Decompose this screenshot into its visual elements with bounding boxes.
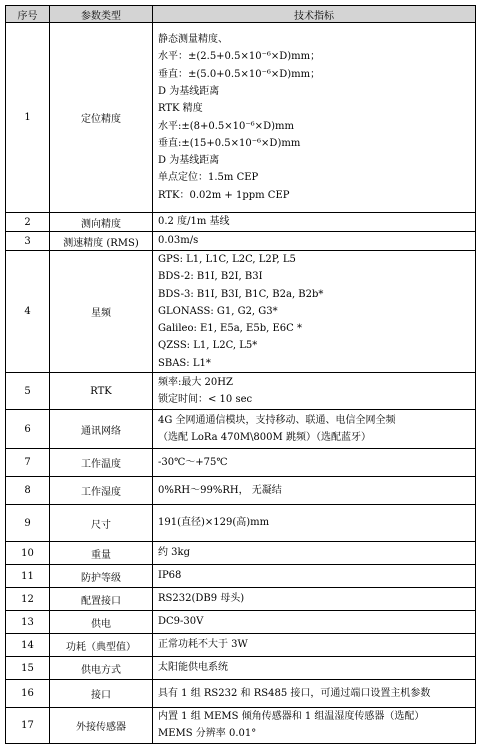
table-row: [6, 657, 476, 680]
spec-line: 正常功耗不大于 3W: [158, 639, 248, 651]
spec-line: 0.2 度/1m 基线: [158, 216, 230, 228]
spec-line: 水平：±(2.5+0.5×10⁻⁶×D)mm；: [158, 51, 321, 63]
spec-line: SBAS: L1*: [158, 357, 211, 369]
spec-line: D 为基线距离: [158, 85, 220, 97]
spec-line: GPS: L1, L1C, L2C, L2P, L5: [158, 254, 296, 265]
row-number: 3: [6, 232, 50, 251]
spec-line: RTK：0.02m + 1ppm CEP: [158, 189, 290, 201]
row-number: 2: [6, 213, 50, 232]
parameter-type: 测向精度: [50, 213, 153, 232]
spec-line: -30℃～+75℃: [158, 456, 228, 468]
table-row: [6, 23, 476, 213]
header-param: 参数类型: [50, 6, 153, 23]
technical-spec: [153, 23, 476, 213]
spec-line: 水平:±(8+0.5×10⁻⁶×D)mm: [158, 120, 294, 132]
technical-spec: [153, 213, 476, 232]
table-row: [6, 213, 476, 232]
technical-spec: [153, 542, 476, 565]
row-number: 1: [6, 23, 50, 213]
table-body: [6, 23, 476, 744]
row-number: 13: [6, 611, 50, 634]
parameter-type: 供电: [50, 611, 153, 634]
spec-line: QZSS: L1, L2C, L5*: [158, 340, 258, 352]
table-row: [6, 251, 476, 373]
table-header-row: [6, 6, 476, 23]
technical-spec: [153, 565, 476, 588]
spec-line: 太阳能供电系统: [158, 662, 228, 674]
table-row: [6, 708, 476, 744]
row-number: 10: [6, 542, 50, 565]
parameter-type: 功耗（典型值）: [50, 634, 153, 657]
spec-line: 约 3kg: [158, 547, 191, 559]
row-number: 16: [6, 680, 50, 708]
row-number: 8: [6, 477, 50, 505]
spec-line: DC9-30V: [158, 616, 204, 628]
spec-line: BDS-2: B1I, B2I, B3I: [158, 271, 263, 283]
spec-table: [5, 5, 476, 744]
technical-spec: [153, 634, 476, 657]
row-number: 12: [6, 588, 50, 611]
spec-line: 频率:最大 20HZ: [158, 376, 233, 388]
spec-line: 内置 1 组 MEMS 倾角传感器和 1 组温湿度传感器（选配）: [158, 711, 425, 723]
table-row: [6, 477, 476, 505]
row-number: 5: [6, 373, 50, 410]
technical-spec: [153, 611, 476, 634]
row-number: 4: [6, 251, 50, 373]
spec-line: GLONASS: G1, G2, G3*: [158, 305, 278, 317]
spec-line: IP68: [158, 570, 182, 582]
header-spec: 技术指标: [153, 6, 476, 23]
technical-spec: [153, 657, 476, 680]
spec-line: 锁定时间：< 10 sec: [158, 394, 253, 406]
spec-line: MEMS 分辨率 0.01°: [158, 728, 257, 740]
parameter-type: 接口: [50, 680, 153, 708]
spec-line: 0%RH～99%RH， 无凝结: [158, 484, 282, 496]
table-row: [6, 449, 476, 477]
table-row: [6, 232, 476, 251]
row-number: 15: [6, 657, 50, 680]
parameter-type: 尺寸: [50, 505, 153, 542]
technical-spec: [153, 505, 476, 542]
table-row: [6, 542, 476, 565]
technical-spec: [153, 232, 476, 251]
parameter-type: 工作湿度: [50, 477, 153, 505]
spec-line: D 为基线距离: [158, 155, 220, 167]
table-row: [6, 611, 476, 634]
spec-line: 0.03m/s: [158, 235, 199, 247]
row-number: 7: [6, 449, 50, 477]
spec-line: 4G 全网通通信模块，支持移动、联通、电信全网全频: [158, 414, 396, 426]
technical-spec: [153, 708, 476, 744]
technical-spec: [153, 410, 476, 449]
parameter-type: 星频: [50, 251, 153, 373]
technical-spec: [153, 373, 476, 410]
parameter-type: 测速精度 (RMS): [50, 232, 153, 251]
spec-line: （选配 LoRa 470M\800M 跳频）（选配蓝牙）: [158, 432, 371, 444]
row-number: 6: [6, 410, 50, 449]
parameter-type: 配置接口: [50, 588, 153, 611]
spec-line: 垂直：±(5.0+0.5×10⁻⁶×D)mm；: [158, 68, 321, 80]
technical-spec: [153, 449, 476, 477]
spec-line: Galileo: E1, E5a, E5b, E6C *: [158, 323, 302, 335]
spec-line: 具有 1 组 RS232 和 RS485 接口，可通过端口设置主机参数: [158, 687, 431, 699]
table-row: [6, 588, 476, 611]
table-row: [6, 634, 476, 657]
row-number: 14: [6, 634, 50, 657]
parameter-type: 防护等级: [50, 565, 153, 588]
parameter-type: 外接传感器: [50, 708, 153, 744]
table-row: [6, 680, 476, 708]
parameter-type: RTK: [50, 373, 153, 410]
technical-spec: [153, 588, 476, 611]
spec-line: RS232(DB9 母头): [158, 593, 245, 605]
spec-line: 单点定位：1.5m CEP: [158, 172, 259, 184]
row-number: 11: [6, 565, 50, 588]
table-row: [6, 505, 476, 542]
parameter-type: 通讯网络: [50, 410, 153, 449]
table-row: [6, 565, 476, 588]
parameter-type: 工作温度: [50, 449, 153, 477]
spec-line: BDS-3: B1I, B3I, B1C, B2a, B2b*: [158, 288, 324, 300]
table-row: [6, 410, 476, 449]
row-number: 9: [6, 505, 50, 542]
row-number: 17: [6, 708, 50, 744]
technical-spec: [153, 251, 476, 373]
spec-line: 垂直:±(15+0.5×10⁻⁶×D)mm: [158, 137, 301, 149]
parameter-type: 重量: [50, 542, 153, 565]
spec-line: 191(直径)×129(高)mm: [158, 517, 270, 529]
header-no: 序号: [6, 6, 50, 23]
parameter-type: 供电方式: [50, 657, 153, 680]
spec-line: RTK 精度: [158, 103, 203, 115]
technical-spec: [153, 680, 476, 708]
spec-line: 静态测量精度、: [158, 34, 228, 46]
technical-spec: [153, 477, 476, 505]
parameter-type: 定位精度: [50, 23, 153, 213]
table-row: [6, 373, 476, 410]
